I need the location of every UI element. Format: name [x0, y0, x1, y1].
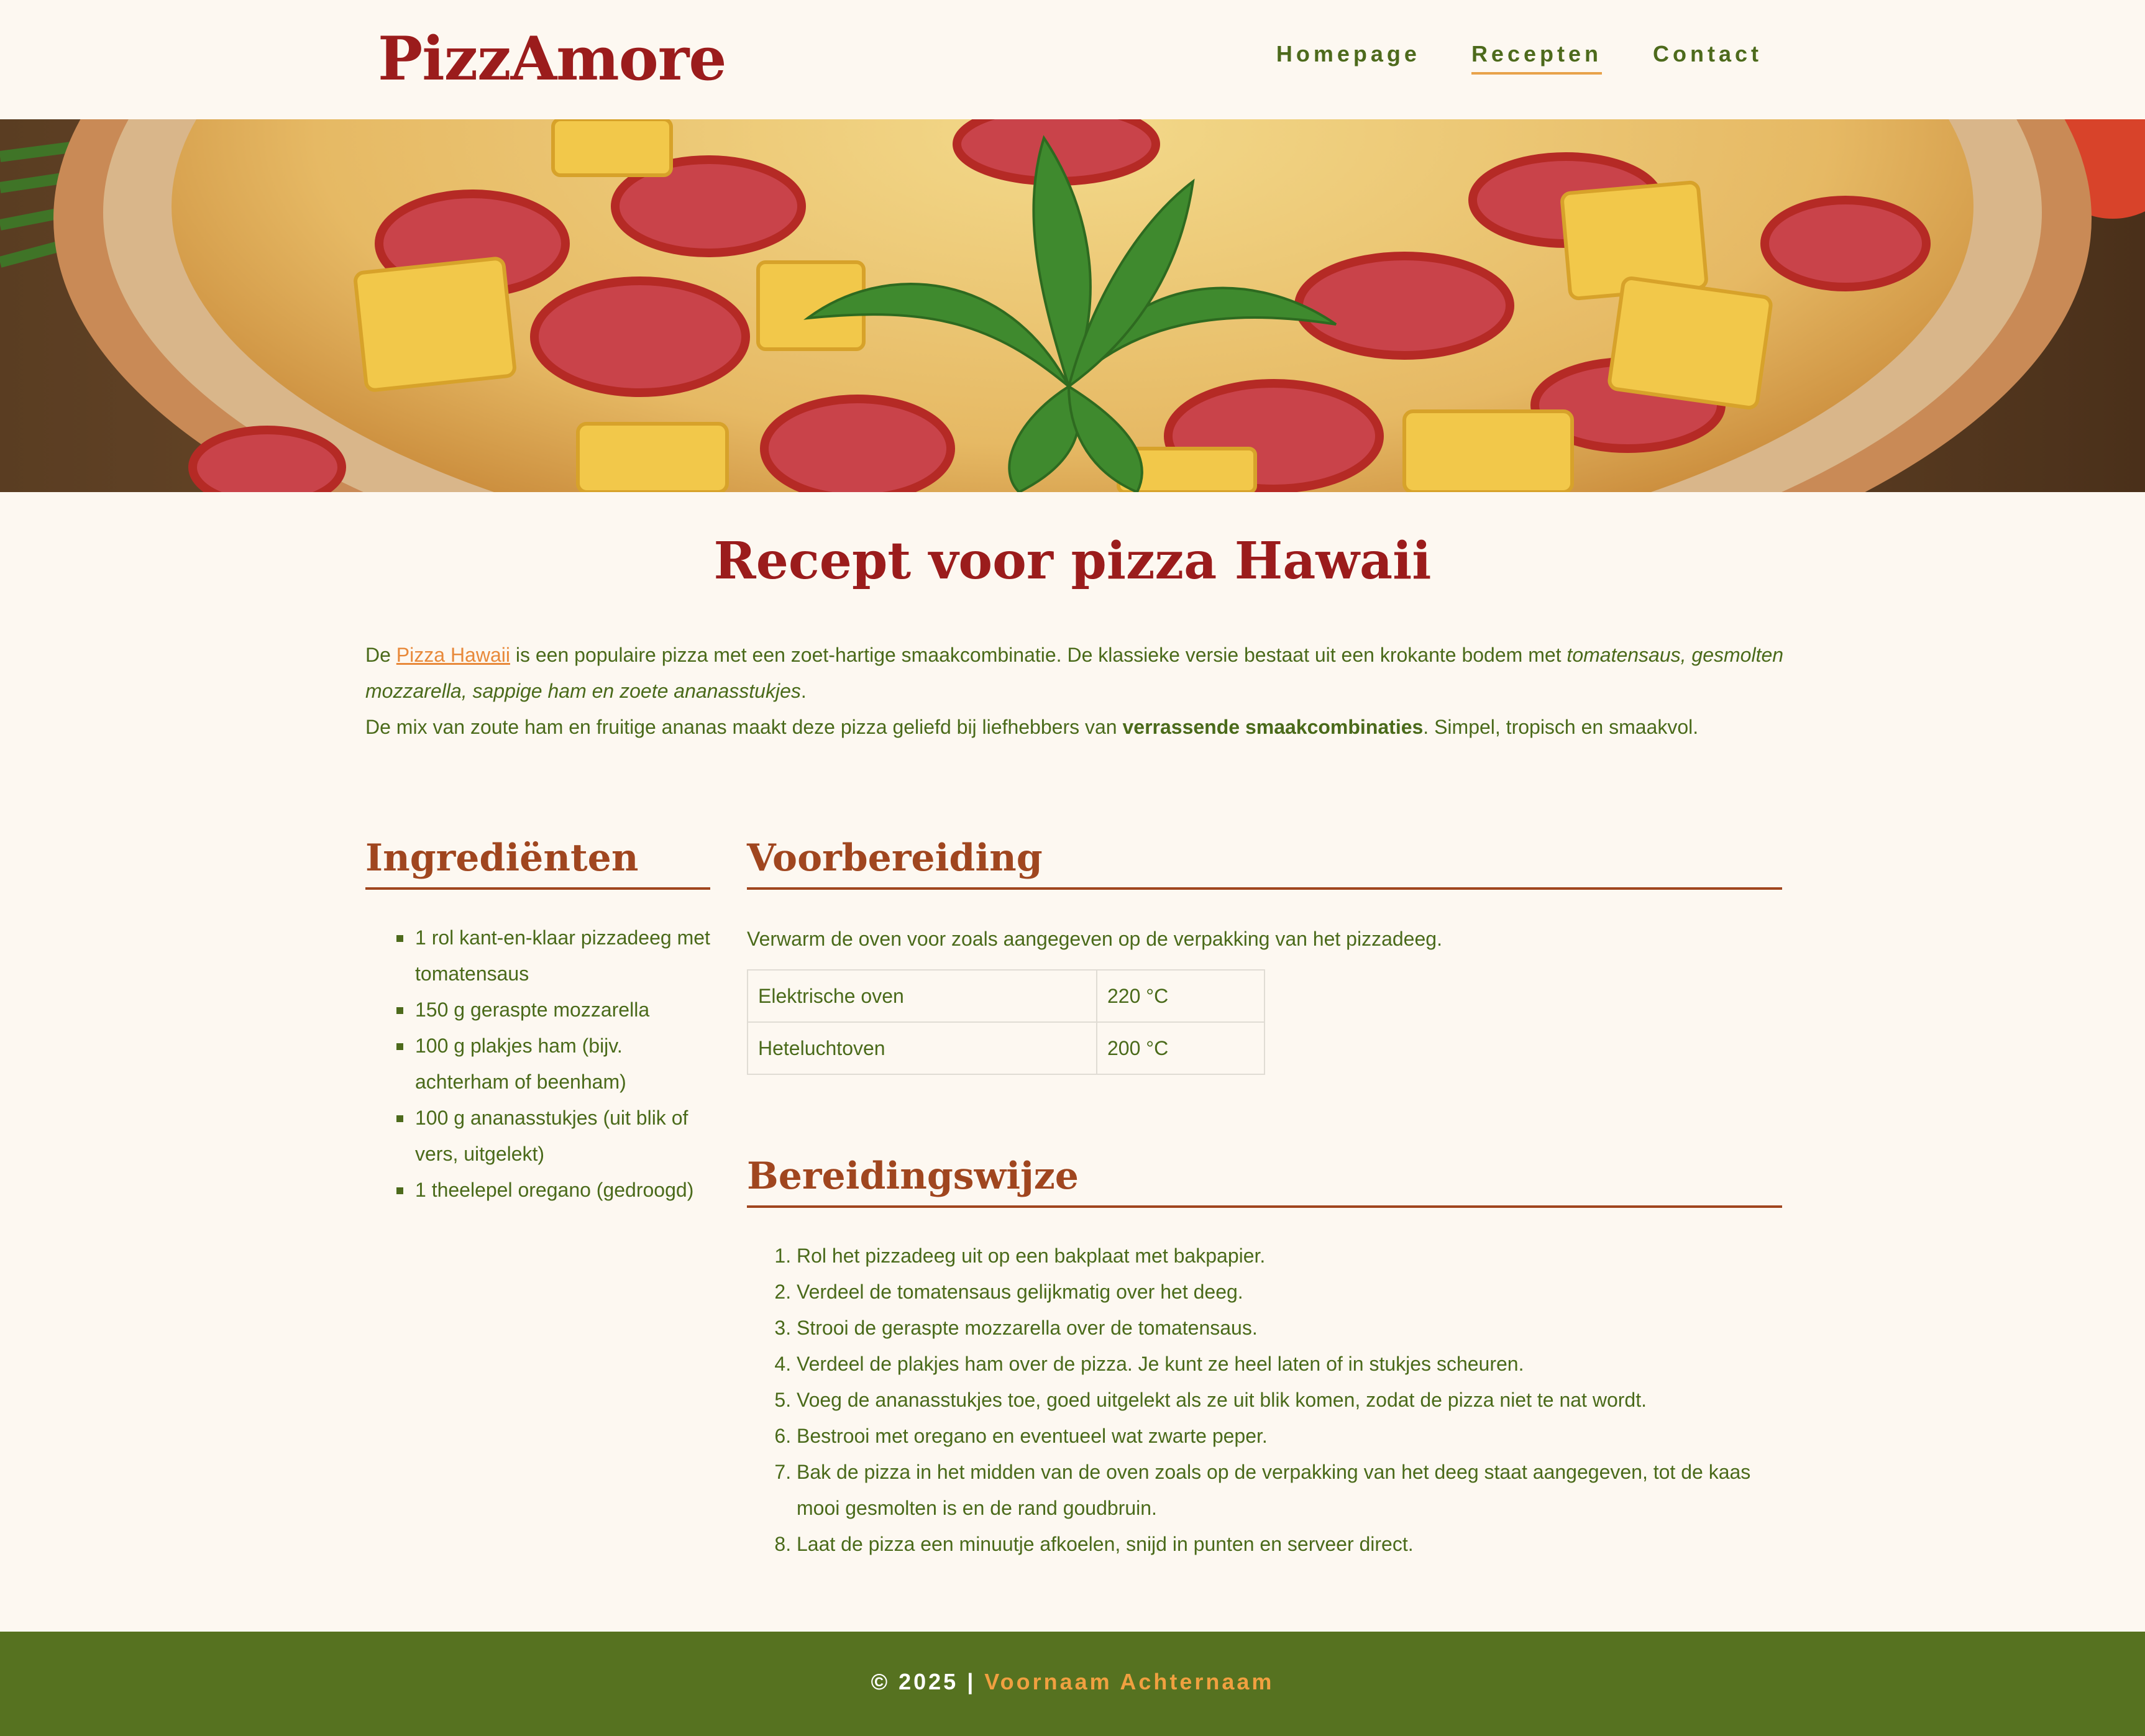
- preparation-heading: Voorbereiding: [747, 833, 1782, 890]
- main-nav: [1276, 41, 1762, 75]
- intro-p2-end: . Simpel, tropisch en smaakvol.: [1423, 716, 1699, 738]
- method-step: 6. Bestrooi met oregano en eventueel wat zwarte peper.: [797, 1418, 1782, 1454]
- page-title: Recept voor pizza Hawaii: [713, 531, 1432, 591]
- hero-pizza-image: [0, 119, 2145, 492]
- recipe-main-column: [747, 833, 1782, 1562]
- site-header: [0, 0, 2145, 119]
- ingredient-item: 150 g geraspte mozzarella: [415, 992, 710, 1028]
- intro-p1-before: De: [365, 644, 396, 666]
- ingredients-section: [365, 833, 710, 1208]
- method-step: 4. Verdeel de plakjes ham over de pizza. Je kunt ze heel laten of in stukjes scheuren.: [797, 1346, 1782, 1382]
- method-step: 2. Verdeel de tomatensaus gelijkmatig over het deeg.: [797, 1274, 1782, 1310]
- footer-text: [0, 1669, 2145, 1695]
- oven-type-cell: Heteluchtoven: [748, 1022, 1097, 1074]
- method-heading: Bereidingswijze: [747, 1151, 1782, 1208]
- oven-type-cell: Elektrische oven: [748, 970, 1097, 1022]
- intro-p1-end: .: [800, 680, 807, 702]
- method-steps-list: [747, 1238, 1782, 1562]
- method-step: 8. Laat de pizza een minuutje afkoelen, snijd in punten en serveer direct.: [797, 1526, 1782, 1562]
- method-step: 7. Bak de pizza in het midden van de oven zoals op de verpakking van het deeg staat aangegeven, tot de kaas mooi gesmolten is en de rand goudbruin.: [797, 1454, 1782, 1526]
- ingredients-list: [365, 920, 710, 1208]
- intro-text: [365, 637, 1788, 745]
- intro-p1-emphasis: tomatensaus, gesmolten mozzarella, sappige ham en zoete ananasstukjes: [365, 644, 1784, 702]
- ingredient-item: 1 theelepel oregano (gedroogd): [415, 1172, 710, 1208]
- oven-temperature-table: [747, 969, 1265, 1075]
- nav-contact[interactable]: Contact: [1653, 41, 1762, 66]
- method-step: 5. Voeg de ananasstukjes toe, goed uitgelekt als ze uit blik komen, zodat de pizza niet te nat wordt.: [797, 1382, 1782, 1418]
- footer-author-name: Voornaam Achternaam: [984, 1669, 1274, 1694]
- ingredient-item: 100 g ananasstukjes (uit blik of vers, uitgelekt): [415, 1100, 710, 1172]
- table-row: [748, 970, 1265, 1022]
- table-row: [748, 1022, 1265, 1074]
- preparation-text: Verwarm de oven voor zoals aangegeven op de verpakking van het pizzadeeg.: [747, 928, 1442, 950]
- nav-recepten[interactable]: Recepten: [1471, 41, 1602, 75]
- ingredients-heading: Ingrediënten: [365, 833, 710, 890]
- intro-p2-before: De mix van zoute ham en fruitige ananas maakt deze pizza geliefd bij liefhebbers van: [365, 716, 1123, 738]
- ingredient-item: 1 rol kant-en-klaar pizzadeeg met tomatensaus: [415, 920, 710, 992]
- site-logo[interactable]: PizzAmore: [378, 24, 726, 94]
- method-section: [747, 1151, 1782, 1562]
- method-step: 3. Strooi de geraspte mozzarella over de tomatensaus.: [797, 1310, 1782, 1346]
- footer-copyright: © 2025 |: [871, 1669, 985, 1694]
- intro-p1-mid: is een populaire pizza met een zoet-hartige smaakcombinatie. De klassieke versie bestaat uit een krokante bodem met: [510, 644, 1567, 666]
- intro-p2-bold: verrassende smaakcombinaties: [1122, 716, 1424, 738]
- site-footer: [0, 1632, 2145, 1736]
- ingredient-item: 100 g plakjes ham (bijv. achterham of beenham): [415, 1028, 710, 1100]
- nav-homepage[interactable]: Homepage: [1276, 41, 1420, 66]
- preparation-section: [747, 833, 1782, 1075]
- temperature-cell: 200 °C: [1097, 1022, 1265, 1074]
- temperature-cell: 220 °C: [1097, 970, 1265, 1022]
- pizza-hawaii-link[interactable]: Pizza Hawaii: [396, 644, 510, 666]
- method-step: 1. Rol het pizzadeeg uit op een bakplaat met bakpapier.: [797, 1238, 1782, 1274]
